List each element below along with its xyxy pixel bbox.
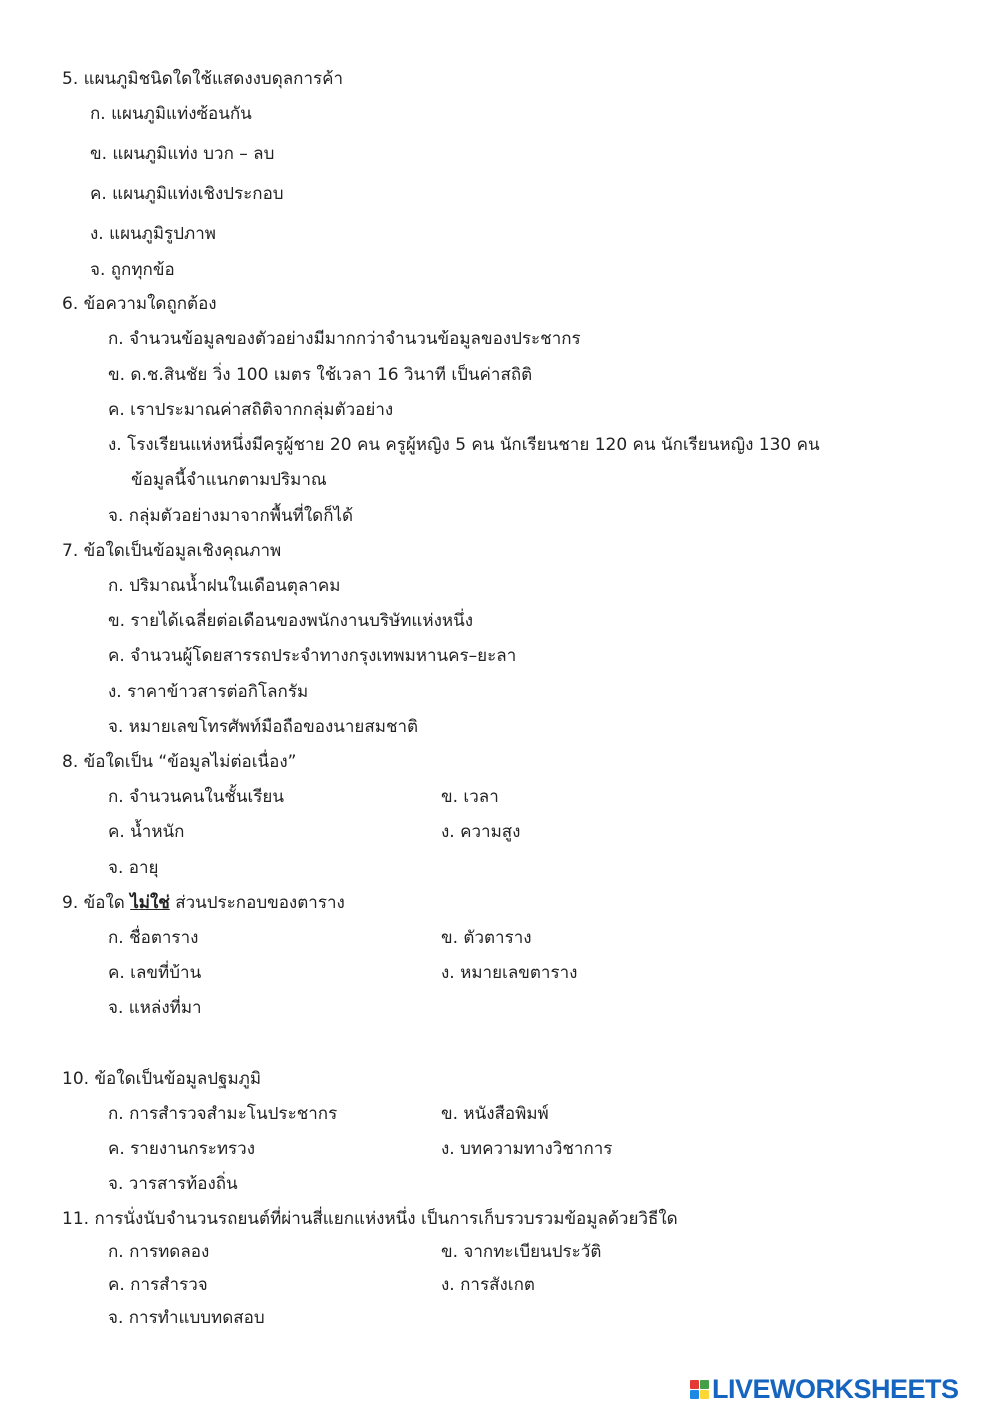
q6-option-a: ก. จำนวนข้อมูลของตัวอย่างมีมากกว่าจำนวนข้อมูลของประชากร bbox=[108, 329, 581, 349]
q11-option-b: ข. จากทะเบียนประวัติ bbox=[441, 1242, 602, 1262]
q11-option-d: ง. การสังเกต bbox=[441, 1275, 535, 1295]
q11-option-e: จ. การทำแบบทดสอบ bbox=[108, 1308, 265, 1328]
q10-option-a: ก. การสำรวจสำมะโนประชากร bbox=[108, 1104, 338, 1124]
q9-option-d: ง. หมายเลขตาราง bbox=[441, 963, 578, 983]
q5-option-a: ก. แผนภูมิแท่งซ้อนกัน bbox=[90, 104, 252, 124]
q6-option-d: ง. โรงเรียนแห่งหนึ่งมีครูผู้ชาย 20 คน ครูผู้หญิง 5 คน นักเรียนชาย 120 คน นักเรียนหญิง 130 คน bbox=[108, 435, 820, 455]
question-11-stem: 11. การนั่งนับจำนวนรถยนต์ที่ผ่านสี่แยกแห่งหนึ่ง เป็นการเก็บรวบรวมข้อมูลด้วยวิธีใด bbox=[62, 1209, 678, 1229]
q5-option-e: จ. ถูกทุกข้อ bbox=[90, 260, 175, 280]
q5-option-d: ง. แผนภูมิรูปภาพ bbox=[90, 224, 216, 244]
logo-square-yellow bbox=[700, 1390, 709, 1399]
q8-option-e: จ. อายุ bbox=[108, 858, 159, 878]
q10-option-d: ง. บทความทางวิชาการ bbox=[441, 1139, 613, 1159]
q7-option-c: ค. จำนวนผู้โดยสารรถประจำทางกรุงเทพมหานคร–ยะลา bbox=[108, 646, 517, 666]
q10-option-e: จ. วารสารท้องถิ่น bbox=[108, 1174, 238, 1194]
liveworksheets-logo-icon bbox=[690, 1380, 709, 1399]
q9-stem-suffix: ส่วนประกอบของตาราง bbox=[169, 893, 345, 913]
question-5-stem: 5. แผนภูมิชนิดใดใช้แสดงงบดุลการค้า bbox=[62, 69, 344, 89]
q8-option-d: ง. ความสูง bbox=[441, 822, 521, 842]
question-10-stem: 10. ข้อใดเป็นข้อมูลปฐมภูมิ bbox=[62, 1069, 262, 1089]
q6-option-e: จ. กลุ่มตัวอย่างมาจากพื้นที่ใดก็ได้ bbox=[108, 506, 354, 526]
logo-square-red bbox=[690, 1380, 699, 1389]
question-6-stem: 6. ข้อความใดถูกต้อง bbox=[62, 294, 217, 314]
q9-option-b: ข. ตัวตาราง bbox=[441, 928, 532, 948]
q9-option-c: ค. เลขที่บ้าน bbox=[108, 963, 202, 983]
q10-option-c: ค. รายงานกระทรวง bbox=[108, 1139, 256, 1159]
logo-square-blue bbox=[690, 1390, 699, 1399]
q8-option-c: ค. น้ำหนัก bbox=[108, 822, 185, 842]
q11-option-c: ค. การสำรวจ bbox=[108, 1275, 208, 1295]
q8-option-a: ก. จำนวนคนในชั้นเรียน bbox=[108, 787, 284, 807]
q6-option-d-continued: ข้อมูลนี้จำแนกตามปริมาณ bbox=[131, 470, 327, 490]
q9-option-e: จ. แหล่งที่มา bbox=[108, 998, 202, 1018]
q9-stem-prefix: 9. ข้อใด bbox=[62, 893, 131, 913]
logo-square-green bbox=[700, 1380, 709, 1389]
q10-option-b: ข. หนังสือพิมพ์ bbox=[441, 1104, 549, 1124]
q5-option-c: ค. แผนภูมิแท่งเชิงประกอบ bbox=[90, 184, 284, 204]
q6-option-b: ข. ด.ช.สินชัย วิ่ง 100 เมตร ใช้เวลา 16 วินาที เป็นค่าสถิติ bbox=[108, 365, 533, 385]
liveworksheets-logo[interactable] bbox=[690, 1373, 959, 1404]
q7-option-a: ก. ปริมาณน้ำฝนในเดือนตุลาคม bbox=[108, 576, 341, 596]
question-9-stem bbox=[62, 892, 345, 914]
q6-option-c: ค. เราประมาณค่าสถิติจากกลุ่มตัวอย่าง bbox=[108, 400, 394, 420]
q7-option-d: ง. ราคาข้าวสารต่อกิโลกรัม bbox=[108, 682, 309, 702]
q9-stem-emphasis: ไม่ใช่ bbox=[130, 893, 170, 913]
q7-option-e: จ. หมายเลขโทรศัพท์มือถือของนายสมชาติ bbox=[108, 717, 419, 737]
q11-option-a: ก. การทดลอง bbox=[108, 1242, 210, 1262]
q9-option-a: ก. ชื่อตาราง bbox=[108, 928, 199, 948]
q7-option-b: ข. รายได้เฉลี่ยต่อเดือนของพนักงานบริษัทแห่งหนึ่ง bbox=[108, 611, 474, 631]
q5-option-b: ข. แผนภูมิแท่ง บวก – ลบ bbox=[90, 144, 275, 164]
q8-option-b: ข. เวลา bbox=[441, 787, 499, 807]
question-8-stem: 8. ข้อใดเป็น “ข้อมูลไม่ต่อเนื่อง” bbox=[62, 752, 297, 772]
question-7-stem: 7. ข้อใดเป็นข้อมูลเชิงคุณภาพ bbox=[62, 541, 282, 561]
liveworksheets-logo-text: LIVEWORKSHEETS bbox=[712, 1373, 959, 1404]
